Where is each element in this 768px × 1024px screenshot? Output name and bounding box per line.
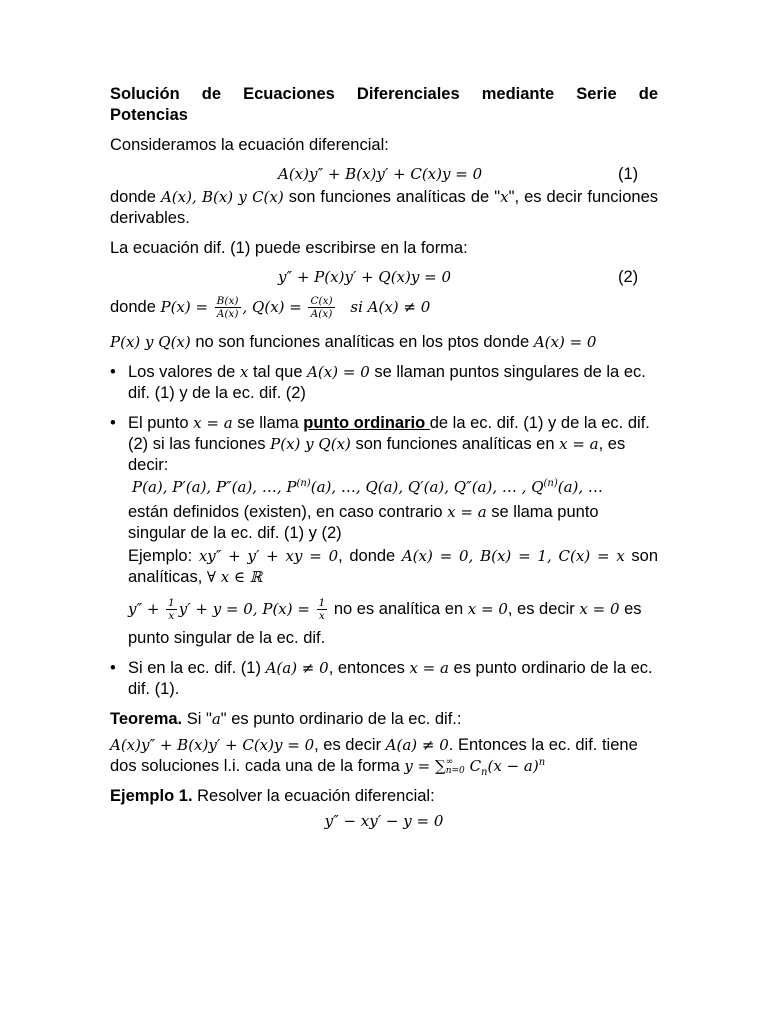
math: xy″ + y′ + xy = 0 <box>198 547 339 566</box>
text: no es analítica en <box>329 600 468 619</box>
math-forall: ∀ x ∈ ℝ <box>206 568 263 587</box>
math-functions: A(x), B(x) y C(x) <box>160 188 284 206</box>
document-page <box>110 84 658 832</box>
math-A-eq: A(x) = 0 <box>307 363 370 382</box>
bullet-item-2 <box>110 413 658 649</box>
example-paragraph <box>128 546 658 588</box>
fraction-Q <box>308 295 334 320</box>
text: es <box>619 600 642 619</box>
math-x-eq-a: x = a <box>193 414 233 433</box>
donde-paragraph-2 <box>110 294 658 320</box>
fraction-numerator: C(x) <box>310 295 333 308</box>
text: Si " <box>182 710 212 729</box>
example-1-label: Ejemplo 1. <box>110 787 193 806</box>
math: A(a) ≠ 0 <box>265 659 329 678</box>
math-Q: , Q(x) = <box>242 298 302 316</box>
math: A(x)y″ + B(x)y′ + C(x)y = 0 <box>110 736 315 755</box>
fraction-numerator: 1 <box>318 597 326 610</box>
text: donde <box>110 298 156 316</box>
fraction-denominator: x <box>318 610 325 623</box>
math: (x − a) <box>487 757 539 776</box>
math: (a), … <box>557 478 603 497</box>
math: x = 0 <box>467 600 508 619</box>
text: de la ec. dif. (1) y de la ec. dif. (2) si las funciones <box>128 414 650 454</box>
text: se llaman puntos singulares de la ec. dif. (1) y de la ec. dif. (2) <box>128 363 646 403</box>
text: se llama punto singular de la ec. dif. (1) y (2) <box>128 503 599 543</box>
text: tal que <box>248 363 308 382</box>
fraction-denominator: A(x) <box>310 308 333 321</box>
fraction-numerator: 1 <box>168 597 175 610</box>
math: y = ∑ <box>404 757 446 776</box>
math-P: P(x) = <box>160 298 209 316</box>
math-sup: (n) <box>296 478 311 490</box>
fraction-numerator: B(x) <box>216 295 239 308</box>
text: , entonces <box>328 659 410 678</box>
math: P(a), P′(a), P″(a), …, P <box>132 478 297 497</box>
equation-1-number: (1) <box>618 165 639 183</box>
bullet-list <box>110 362 658 700</box>
math-a: a <box>211 710 221 729</box>
title-line-2: Potencias <box>110 106 188 124</box>
example-paragraph-2 <box>128 594 658 624</box>
math: (a), …, Q(a), Q′(a), Q″(a), … , Q <box>310 478 544 497</box>
text: son analíticas, <box>128 547 658 587</box>
equation-2-body: y″ + P(x)y′ + Q(x)y = 0 <box>278 268 452 286</box>
math: A(a) ≠ 0 <box>385 736 449 755</box>
math-A-eq: A(x) = 0 <box>533 333 597 352</box>
bullet-item-3 <box>110 658 658 700</box>
example-1-heading <box>110 786 658 807</box>
text: , es decir <box>507 600 580 619</box>
text: se llama <box>232 414 304 433</box>
equation-2-number: (2) <box>618 268 639 286</box>
text: no son funciones analíticas en los ptos donde <box>190 333 534 352</box>
math-x: x <box>239 363 249 382</box>
derivatives-list <box>132 477 658 498</box>
fraction-denominator: A(x) <box>216 308 239 321</box>
math-condition: si A(x) ≠ 0 <box>350 298 431 316</box>
text: donde <box>110 188 156 206</box>
fraction-1-over-x <box>317 597 328 622</box>
math-sup: n <box>538 757 546 769</box>
equation-2 <box>110 264 658 290</box>
text: , es decir <box>314 736 386 755</box>
text: . Entonces la ec. dif. tiene dos soluciones l.i. cada una de la forma <box>110 736 638 776</box>
theorem-label: Teorema. <box>110 710 183 729</box>
text: son funciones analíticas en <box>350 435 560 454</box>
text: " es punto ordinario de la ec. dif.: <box>220 710 462 729</box>
math: y″ + <box>128 600 160 619</box>
equation-1 <box>110 161 658 187</box>
math-x: x <box>500 188 509 206</box>
math: A(x) = 0, B(x) = 1, C(x) = x <box>401 547 625 566</box>
math: x = 0 <box>579 600 620 619</box>
text: están definidos (existen), en caso contrario <box>128 503 448 522</box>
math-sup: ∞ <box>445 757 454 768</box>
math-sub: n=0 <box>445 766 465 777</box>
math: C <box>464 757 482 776</box>
defined-paragraph <box>128 502 658 544</box>
text: ", es decir funciones derivables. <box>110 188 659 227</box>
fraction-denominator: x <box>168 610 175 623</box>
forma-intro: La ecuación dif. (1) puede escribirse en la forma: <box>110 239 468 257</box>
text: son funciones analíticas de " <box>283 188 501 206</box>
math-sup: (n) <box>543 478 558 490</box>
series-formula <box>404 757 546 779</box>
intro-text: Consideramos la ecuación diferencial: <box>110 136 389 154</box>
math-x-eq-a: x = a <box>559 435 599 454</box>
text: El punto <box>128 414 194 433</box>
text: Si en la ec. dif. (1) <box>128 659 266 678</box>
donde-paragraph-1 <box>110 187 658 229</box>
equation-1-body: A(x)y″ + B(x)y′ + C(x)y = 0 <box>278 165 483 183</box>
math-sub: n <box>481 767 488 779</box>
example-1-equation: y″ − xy′ − y = 0 <box>324 812 444 831</box>
bullet-item-1 <box>110 362 658 404</box>
pq-paragraph <box>110 332 658 353</box>
theorem-heading <box>110 709 658 730</box>
text: , donde <box>338 547 402 566</box>
text: Resolver la ecuación diferencial: <box>192 787 435 806</box>
math-PQ: P(x) y Q(x) <box>270 435 351 454</box>
text: es punto ordinario de la ec. dif. (1). <box>128 659 653 699</box>
text: , es decir: <box>128 435 626 475</box>
text: Ejemplo: <box>128 547 199 566</box>
theorem-body <box>110 735 658 777</box>
text: Los valores de <box>128 363 240 382</box>
math: y′ + y = 0, P(x) = <box>178 600 310 619</box>
title-line-1: Solución de Ecuaciones Diferenciales mediante Serie de <box>110 85 658 103</box>
math-x-eq-a: x = a <box>447 503 487 522</box>
math-PQ: P(x) y Q(x) <box>110 333 191 352</box>
term-punto-ordinario: punto ordinario <box>303 414 430 433</box>
example-paragraph-3: punto singular de la ec. dif. <box>128 629 326 648</box>
fraction-P <box>215 295 241 320</box>
math: x = a <box>409 659 449 678</box>
fraction-1-over-x <box>166 597 177 622</box>
